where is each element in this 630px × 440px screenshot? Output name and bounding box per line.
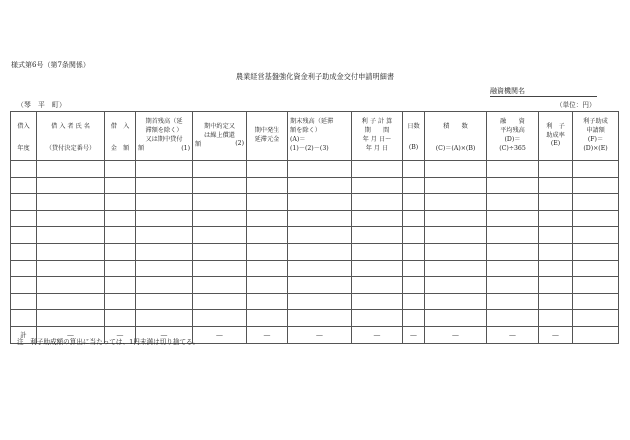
header-subsidy-rate: 利 子 助成率 (E)	[539, 112, 573, 161]
total-dash: ―	[37, 326, 105, 343]
header-interest-period: 利 子 計 算 期 間 年 月 日〜 年 月 日	[352, 112, 403, 161]
table-row	[11, 277, 619, 294]
header-subsidy-amount: 利子助成 申請額 (F)＝ (D)×(E)	[573, 112, 619, 161]
total-dash: ―	[425, 326, 487, 343]
total-dash: ―	[487, 326, 539, 343]
footnote: 注 利子助成額の算出に当たっては、1円未満は切り捨てる。	[17, 338, 200, 346]
total-dash: ―	[105, 326, 136, 343]
header-overdue-principal: 期中発生 延滞元金	[247, 112, 288, 161]
table-row	[11, 161, 619, 178]
unit-label: （単位：円）	[556, 101, 596, 109]
table-row	[11, 210, 619, 227]
table-row	[11, 243, 619, 260]
table-row	[11, 260, 619, 277]
header-borrow-amount: 借 入 金 額	[105, 112, 136, 161]
table-row	[11, 194, 619, 211]
header-repayment: 期中約定又 は繰上償還 額 (2)	[193, 112, 247, 161]
total-dash: ―	[193, 326, 247, 343]
header-opening-balance: 期首残高（延 滞額を除く） 又は期中貸付 額 (1)	[136, 112, 193, 161]
table-body	[11, 161, 619, 344]
total-dash: ―	[539, 326, 573, 343]
institution-label: 融資機関名	[490, 87, 525, 95]
table-row	[11, 227, 619, 244]
form-number: 様式第6号（第7条関係）	[11, 61, 90, 69]
total-dash: ―	[403, 326, 425, 343]
total-cell[interactable]	[573, 326, 619, 343]
total-dash: ―	[247, 326, 288, 343]
document-title: 農業経営基盤強化資金利子助成金交付申請明細書	[235, 72, 395, 81]
total-dash: ―	[136, 326, 193, 343]
institution-name-line[interactable]	[490, 96, 597, 97]
header-average-balance: 融 資 平均残高 (D)＝ (C)÷365	[487, 112, 539, 161]
table-row	[11, 293, 619, 310]
detail-table	[10, 111, 619, 344]
header-borrower-name: 借 入 者 氏 名 （貸付決定番号）	[37, 112, 105, 161]
table-row	[11, 177, 619, 194]
header-product: 積 数 (C)＝(A)×(B)	[425, 112, 487, 161]
town-label: （琴 平 町）	[17, 101, 66, 109]
total-dash: ―	[352, 326, 403, 343]
table-row	[11, 310, 619, 327]
header-closing-balance: 期末残高（延滞 額を除く） (A)＝ (1)－(2)－(3)	[288, 112, 352, 161]
total-label: 計	[11, 326, 37, 343]
header-days: 日数 (B)	[403, 112, 425, 161]
total-dash: ―	[288, 326, 352, 343]
header-borrow-year: 借入 年度	[11, 112, 37, 161]
